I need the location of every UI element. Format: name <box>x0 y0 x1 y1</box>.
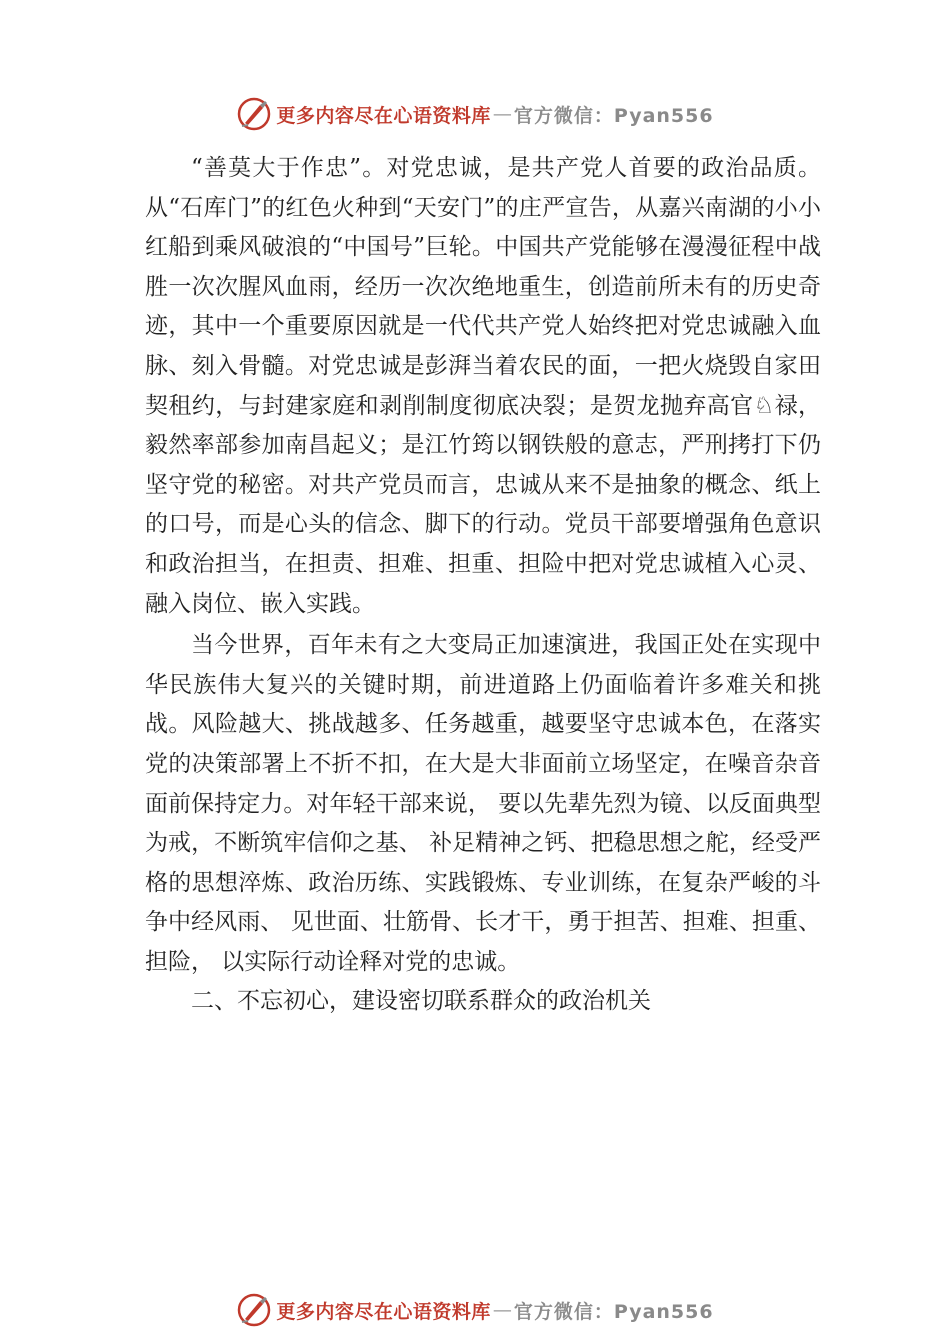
document-body <box>145 149 821 1022</box>
brand-text: 更多内容尽在心语资料库 <box>276 1300 491 1323</box>
contact-text: 官方微信：Pyan556 <box>513 104 714 127</box>
banner-dash: — <box>492 1299 512 1321</box>
quill-pen-logo-icon <box>236 96 272 132</box>
banner-dash: — <box>492 103 512 125</box>
contact-text: 官方微信：Pyan556 <box>513 1300 714 1323</box>
brand-text: 更多内容尽在心语资料库 <box>276 104 491 127</box>
header-banner <box>0 94 950 134</box>
footer-banner <box>0 1290 950 1330</box>
paragraph-2: 当今世界，百年未有之大变局正加速演进，我国正处在实现中华民族伟大复兴的关键时期，前进道路上仍面临着许多难关和挑战。风险越大、挑战越多、任务越重，越要坚守忠诚本色，在落实党的决策部署上不折不扣，在大是大非面前立场坚定，在噪音杂音面前保持定力。对年轻干部来说， 要以先辈先烈为镜、以反面典型为戒，不断筑牢信仰之基、 补足精神之钙、把稳思想之舵，经受严格的思想淬炼、政治历练、实践锻炼、专业训练，在复杂严峻的斗争中经风雨、 见世面、壮筋骨、长才干，勇于担苦、担难、担重、担险， 以实际行动诠释对党的忠诚。 <box>145 632 821 975</box>
quill-pen-logo-icon <box>236 1292 272 1328</box>
section-heading: 二、不忘初心，建设密切联系群众的政治机关 <box>191 988 651 1015</box>
paragraph-1: “善莫大于作忠”。对党忠诚，是共产党人首要的政治品质。从“石库门”的红色火种到“天安门”的庄严宣告，从嘉兴南湖的小小红船到乘风破浪的“中国号”巨轮。中国共产党能够在漫漫征程中战胜一次次腥风血雨，经历一次次绝地重生，创造前所未有的历史奇迹，其中一个重要原因就是一代代共产党人始终把对党忠诚融入血脉、刻入骨髓。对党忠诚是彭湃当着农民的面，一把火烧毁自家田契租约，与封建家庭和剥削制度彻底决裂；是贺龙抛弃高官♘禄，毅然率部参加南昌起义；是江竹筠以钢铁般的意志，严刑拷打下仍坚守党的秘密。对共产党员而言，忠诚从来不是抽象的概念、纸上的口号，而是心头的信念、脚下的行动。党员干部要增强角色意识和政治担当，在担责、担难、担重、担险中把对党忠诚植入心灵、融入岗位、嵌入实践。 <box>145 155 821 617</box>
